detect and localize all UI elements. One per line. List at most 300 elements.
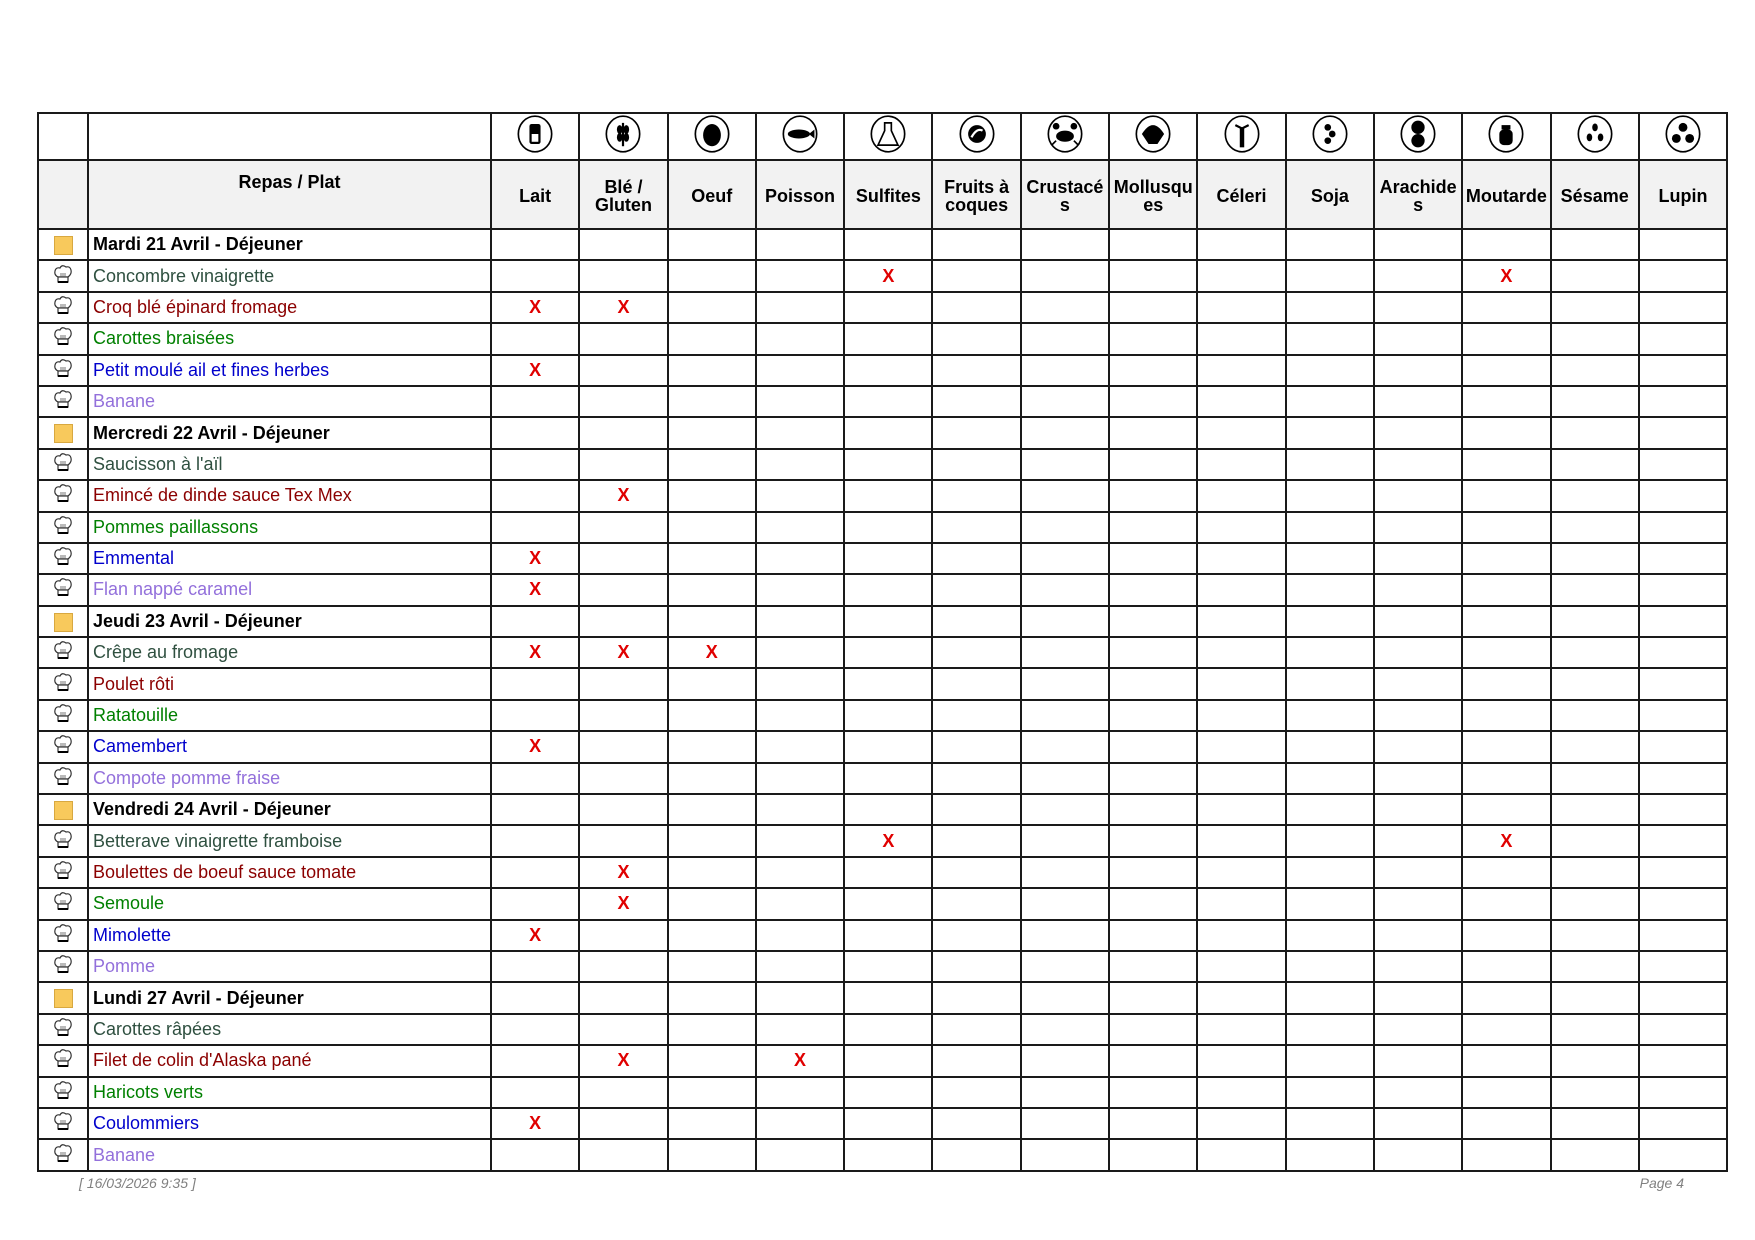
row-marker-cell [38, 1077, 88, 1108]
allergen-cell [579, 417, 667, 448]
allergen-cell [1197, 260, 1285, 291]
dish-row [38, 668, 1727, 699]
allergen-cell [1286, 543, 1374, 574]
allergen-cell [1551, 794, 1639, 825]
allergen-cell [844, 857, 932, 888]
allergen-cell [932, 543, 1020, 574]
dish-row [38, 292, 1727, 323]
chef-hat-icon [53, 733, 73, 755]
day-marker-icon [54, 236, 73, 255]
dish-name: Boulettes de boeuf sauce tomate [88, 857, 491, 888]
allergen-cell [932, 1108, 1020, 1139]
allergen-cell [756, 763, 844, 794]
dish-row [38, 731, 1727, 762]
allergen-cell [1286, 888, 1374, 919]
chef-hat-icon [53, 325, 73, 347]
allergen-cell [756, 417, 844, 448]
allergen-cell [1286, 574, 1374, 605]
allergen-cell [1551, 323, 1639, 354]
allergen-cell [1021, 480, 1109, 511]
allergen-cell [668, 763, 756, 794]
allergen-cell [932, 1077, 1020, 1108]
allergen-cell [756, 606, 844, 637]
dish-name: Pommes paillassons [88, 512, 491, 543]
header-row [38, 160, 1727, 229]
allergen-cell [1374, 731, 1462, 762]
allergen-cell [1639, 574, 1727, 605]
allergen-header: Sésame [1551, 160, 1639, 229]
allergen-cell [1197, 763, 1285, 794]
dish-name: Banane [88, 1139, 491, 1170]
milk-icon [515, 114, 555, 154]
allergen-cell [1462, 323, 1550, 354]
allergen-cell [844, 1045, 932, 1076]
allergen-cell [1374, 543, 1462, 574]
allergen-header: Blé / Gluten [579, 160, 667, 229]
allergen-cell [579, 229, 667, 260]
allergen-cell [932, 355, 1020, 386]
dish-name: Betterave vinaigrette framboise [88, 825, 491, 856]
allergen-cell [1462, 229, 1550, 260]
allergen-cell [756, 857, 844, 888]
allergen-cell [668, 1014, 756, 1045]
allergen-cell [932, 982, 1020, 1013]
allergen-cell [1109, 229, 1197, 260]
allergen-cell [1286, 920, 1374, 951]
allergen-cell [1286, 417, 1374, 448]
allergen-cell [1021, 574, 1109, 605]
allergen-cell [1197, 731, 1285, 762]
allergen-cell [1639, 229, 1727, 260]
print-timestamp: [ 16/03/2026 9:35 ] [79, 1175, 196, 1191]
allergen-cell [1462, 920, 1550, 951]
allergen-icon-row [38, 113, 1727, 160]
chef-hat-icon [53, 1142, 73, 1164]
day-title: Jeudi 23 Avril - Déjeuner [88, 606, 491, 637]
allergen-cell [1109, 920, 1197, 951]
allergen-cell [1639, 449, 1727, 480]
allergen-cell [1462, 1108, 1550, 1139]
allergen-cell [1021, 1077, 1109, 1108]
allergen-cell [932, 920, 1020, 951]
allergen-icon-cell [756, 113, 844, 160]
chef-hat-icon [53, 1110, 73, 1132]
allergen-cell [1551, 292, 1639, 323]
allergen-cell [1286, 1108, 1374, 1139]
allergen-cell [668, 1108, 756, 1139]
allergen-cell [1551, 857, 1639, 888]
allergen-cell [1462, 637, 1550, 668]
allergen-cell [491, 386, 579, 417]
dish-row [38, 1077, 1727, 1108]
chef-hat-icon [53, 859, 73, 881]
allergen-cell [844, 920, 932, 951]
allergen-cell [579, 386, 667, 417]
allergen-cell [756, 668, 844, 699]
allergen-cell [1551, 386, 1639, 417]
allergen-cell [1551, 417, 1639, 448]
allergen-cell [1551, 951, 1639, 982]
allergen-cell [1197, 825, 1285, 856]
dish-row [38, 825, 1727, 856]
allergen-cell [1374, 417, 1462, 448]
allergen-cell [1639, 386, 1727, 417]
allergen-header: Fruits à coques [932, 160, 1020, 229]
allergen-cell [932, 668, 1020, 699]
allergen-cell [491, 606, 579, 637]
allergen-cell [1639, 700, 1727, 731]
allergen-cell [932, 731, 1020, 762]
allergen-cell [1197, 355, 1285, 386]
row-marker-cell [38, 668, 88, 699]
allergen-cell [1374, 480, 1462, 511]
allergen-cell [756, 574, 844, 605]
allergen-cell [1551, 731, 1639, 762]
allergen-cell [1021, 668, 1109, 699]
allergen-cell [668, 857, 756, 888]
allergen-cell [1021, 825, 1109, 856]
allergen-cell [1462, 951, 1550, 982]
allergen-cell [1286, 1045, 1374, 1076]
allergen-cell [932, 449, 1020, 480]
allergen-cell [1462, 982, 1550, 1013]
allergen-cell [1197, 543, 1285, 574]
row-marker-cell [38, 888, 88, 919]
allergen-cell [756, 386, 844, 417]
dish-row [38, 1014, 1727, 1045]
allergen-cell [1021, 794, 1109, 825]
allergen-cell [668, 920, 756, 951]
allergen-cell [1197, 229, 1285, 260]
allergen-cell [1286, 512, 1374, 543]
allergen-cell [1021, 700, 1109, 731]
allergen-cell [844, 543, 932, 574]
allergen-cell [1109, 794, 1197, 825]
allergen-cell [668, 480, 756, 511]
chef-hat-icon [53, 263, 73, 285]
allergen-cell [756, 637, 844, 668]
allergen-cell [844, 637, 932, 668]
allergen-cell [491, 260, 579, 291]
allergen-cell [1462, 292, 1550, 323]
row-marker-cell [38, 512, 88, 543]
dish-name: Coulommiers [88, 1108, 491, 1139]
allergen-cell [491, 857, 579, 888]
allergen-cell [932, 229, 1020, 260]
mustard-icon [1486, 114, 1526, 154]
dish-name: Emincé de dinde sauce Tex Mex [88, 480, 491, 511]
allergen-cell [1109, 731, 1197, 762]
allergen-header: Céleri [1197, 160, 1285, 229]
allergen-cell [1021, 512, 1109, 543]
allergen-cell: X [1462, 825, 1550, 856]
allergen-cell: X [844, 260, 932, 291]
chef-hat-icon [53, 451, 73, 473]
allergen-cell [844, 355, 932, 386]
marker-header [38, 160, 88, 229]
allergen-cell [1286, 668, 1374, 699]
allergen-cell [1374, 982, 1462, 1013]
chef-hat-icon [53, 702, 73, 724]
allergen-cell [491, 480, 579, 511]
dish-name: Flan nappé caramel [88, 574, 491, 605]
dish-name: Compote pomme fraise [88, 763, 491, 794]
allergen-cell [1639, 637, 1727, 668]
row-marker-cell [38, 606, 88, 637]
allergen-cell [1462, 386, 1550, 417]
allergen-cell: X [491, 731, 579, 762]
dish-name: Concombre vinaigrette [88, 260, 491, 291]
row-marker-cell [38, 951, 88, 982]
allergen-cell [1286, 449, 1374, 480]
allergen-cell [932, 574, 1020, 605]
dish-row [38, 1045, 1727, 1076]
allergen-cell [1639, 543, 1727, 574]
dish-row [38, 449, 1727, 480]
allergen-icon-cell [579, 113, 667, 160]
allergen-cell [1462, 763, 1550, 794]
allergen-cell [932, 386, 1020, 417]
allergen-cell [932, 700, 1020, 731]
chef-hat-icon [53, 671, 73, 693]
chef-hat-icon [53, 1079, 73, 1101]
allergen-cell [1639, 480, 1727, 511]
allergen-cell [1197, 857, 1285, 888]
row-marker-cell [38, 574, 88, 605]
row-marker-cell [38, 355, 88, 386]
allergen-cell [1639, 512, 1727, 543]
allergen-cell [1551, 574, 1639, 605]
allergen-cell [756, 260, 844, 291]
allergen-cell [668, 417, 756, 448]
allergen-icon-cell [1639, 113, 1727, 160]
allergen-cell [491, 417, 579, 448]
allergen-cell [579, 543, 667, 574]
allergen-cell [932, 512, 1020, 543]
allergen-header: Mollusques [1109, 160, 1197, 229]
allergen-table [37, 112, 1728, 1172]
allergen-cell [1374, 449, 1462, 480]
allergen-cell: X [491, 574, 579, 605]
allergen-cell [1639, 857, 1727, 888]
allergen-cell [1109, 1077, 1197, 1108]
allergen-cell [1374, 1077, 1462, 1108]
allergen-cell [1197, 700, 1285, 731]
allergen-cell [1021, 417, 1109, 448]
allergen-cell [756, 731, 844, 762]
row-marker-cell [38, 1014, 88, 1045]
dish-name: Carottes braisées [88, 323, 491, 354]
allergen-cell [1462, 731, 1550, 762]
allergen-cell [491, 1139, 579, 1170]
allergen-header: Soja [1286, 160, 1374, 229]
allergen-cell [844, 1077, 932, 1108]
allergen-cell [1286, 355, 1374, 386]
allergen-cell [844, 951, 932, 982]
allergen-cell [491, 982, 579, 1013]
dish-row [38, 700, 1727, 731]
allergen-cell: X [579, 857, 667, 888]
chef-hat-icon [53, 388, 73, 410]
allergen-cell [668, 825, 756, 856]
day-title: Lundi 27 Avril - Déjeuner [88, 982, 491, 1013]
allergen-cell [1462, 700, 1550, 731]
allergen-cell [668, 355, 756, 386]
allergen-cell [1286, 763, 1374, 794]
allergen-icon-cell [1021, 113, 1109, 160]
allergen-cell [1639, 982, 1727, 1013]
crab-icon [1045, 114, 1085, 154]
allergen-cell: X [579, 888, 667, 919]
allergen-cell [1551, 637, 1639, 668]
allergen-cell [579, 1077, 667, 1108]
allergen-cell [1462, 1077, 1550, 1108]
allergen-cell [1197, 982, 1285, 1013]
allergen-cell [1286, 260, 1374, 291]
allergen-cell [932, 951, 1020, 982]
allergen-cell [844, 292, 932, 323]
wheat-icon [603, 114, 643, 154]
allergen-cell [579, 355, 667, 386]
allergen-cell [668, 1045, 756, 1076]
allergen-cell [932, 417, 1020, 448]
allergen-cell: X [491, 543, 579, 574]
allergen-cell [491, 700, 579, 731]
dish-column-header: Repas / Plat [88, 160, 491, 229]
blank-cell [88, 113, 491, 160]
dish-name: Poulet rôti [88, 668, 491, 699]
chef-hat-icon [53, 482, 73, 504]
allergen-cell [1639, 1045, 1727, 1076]
allergen-cell [668, 292, 756, 323]
allergen-cell [668, 606, 756, 637]
allergen-cell: X [491, 637, 579, 668]
row-marker-cell [38, 1139, 88, 1170]
allergen-cell [1021, 1014, 1109, 1045]
allergen-cell [1639, 920, 1727, 951]
allergen-cell [1286, 1014, 1374, 1045]
allergen-cell [579, 323, 667, 354]
allergen-cell [579, 700, 667, 731]
allergen-cell [1639, 323, 1727, 354]
allergen-cell [1021, 323, 1109, 354]
allergen-cell [932, 1139, 1020, 1170]
allergen-cell [1639, 731, 1727, 762]
allergen-cell: X [491, 355, 579, 386]
allergen-cell [1286, 951, 1374, 982]
allergen-cell [1197, 449, 1285, 480]
chef-hat-icon [53, 953, 73, 975]
allergen-cell [1286, 794, 1374, 825]
allergen-cell [932, 323, 1020, 354]
chef-hat-icon [53, 514, 73, 536]
allergen-header: Moutarde [1462, 160, 1550, 229]
dish-name: Crêpe au fromage [88, 637, 491, 668]
chef-hat-icon [53, 545, 73, 567]
allergen-cell [668, 1077, 756, 1108]
chef-hat-icon [53, 639, 73, 661]
allergen-cell [1374, 1139, 1462, 1170]
allergen-cell [932, 637, 1020, 668]
allergen-cell [1462, 1045, 1550, 1076]
allergen-cell [579, 731, 667, 762]
allergen-cell [932, 606, 1020, 637]
allergen-cell [844, 417, 932, 448]
chef-hat-icon [53, 922, 73, 944]
allergen-cell [1286, 700, 1374, 731]
dish-name: Croq blé épinard fromage [88, 292, 491, 323]
allergen-cell [844, 763, 932, 794]
allergen-cell [1021, 355, 1109, 386]
allergen-cell [491, 229, 579, 260]
allergen-cell [756, 1139, 844, 1170]
allergen-cell [1109, 386, 1197, 417]
allergen-cell [1462, 668, 1550, 699]
allergen-cell [756, 355, 844, 386]
allergen-cell [1021, 229, 1109, 260]
allergen-cell [756, 449, 844, 480]
allergen-cell [1197, 323, 1285, 354]
allergen-cell [1374, 229, 1462, 260]
allergen-cell [1109, 1014, 1197, 1045]
allergen-icon-cell [844, 113, 932, 160]
allergen-cell [1374, 606, 1462, 637]
allergen-cell [1374, 825, 1462, 856]
day-title: Mercredi 22 Avril - Déjeuner [88, 417, 491, 448]
dish-row [38, 355, 1727, 386]
allergen-cell [668, 574, 756, 605]
dish-row [38, 512, 1727, 543]
allergen-cell [1109, 480, 1197, 511]
allergen-cell [844, 888, 932, 919]
row-marker-cell [38, 260, 88, 291]
day-header-row [38, 417, 1727, 448]
chef-hat-icon [53, 890, 73, 912]
allergen-cell [1374, 323, 1462, 354]
allergen-cell [1462, 888, 1550, 919]
allergen-cell [1374, 763, 1462, 794]
allergen-cell [1462, 794, 1550, 825]
allergen-cell [1462, 480, 1550, 511]
allergen-cell [1021, 1045, 1109, 1076]
allergen-cell [1374, 700, 1462, 731]
allergen-cell [844, 229, 932, 260]
allergen-cell [1551, 1014, 1639, 1045]
allergen-header: Oeuf [668, 160, 756, 229]
row-marker-cell [38, 1108, 88, 1139]
chef-hat-icon [53, 357, 73, 379]
allergen-cell [1109, 763, 1197, 794]
allergen-cell [491, 888, 579, 919]
allergen-cell [1197, 292, 1285, 323]
allergen-cell [1639, 951, 1727, 982]
allergen-cell [1021, 888, 1109, 919]
allergen-cell [756, 323, 844, 354]
allergen-icon-cell [491, 113, 579, 160]
allergen-cell [1021, 920, 1109, 951]
allergen-cell [932, 794, 1020, 825]
day-marker-icon [54, 424, 73, 443]
allergen-cell [1374, 512, 1462, 543]
sesame-icon [1575, 114, 1615, 154]
allergen-cell [844, 731, 932, 762]
day-title: Mardi 21 Avril - Déjeuner [88, 229, 491, 260]
allergen-cell [491, 449, 579, 480]
allergen-cell [1551, 668, 1639, 699]
allergen-cell [579, 982, 667, 1013]
allergen-cell [1197, 637, 1285, 668]
allergen-cell [668, 982, 756, 1013]
